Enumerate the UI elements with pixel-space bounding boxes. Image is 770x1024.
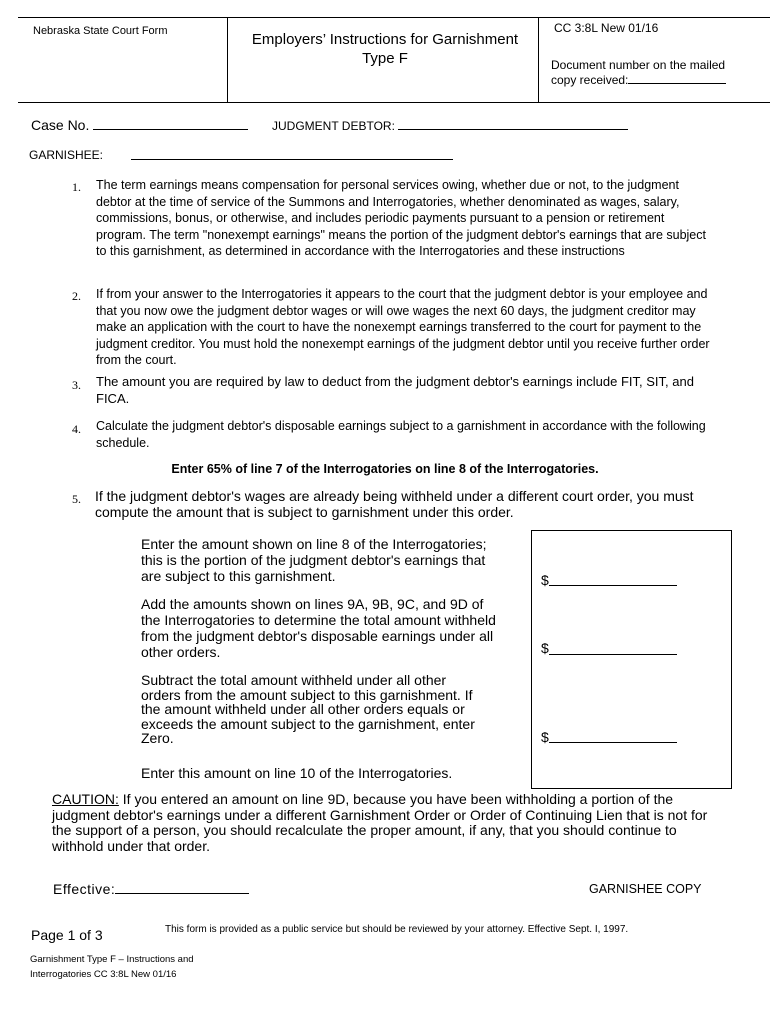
judgment-debtor-field[interactable] [398,129,628,130]
form-code: CC 3:8L New 01/16 [554,21,659,35]
garnishee-field[interactable] [131,159,453,160]
item-1-text: The term earnings means compensation for personal services owing, whether due or not, to the judgment debtor at the time of service of the Summons and Interrogatories, whether denominated as wages, salary, commissions, bonus, or otherwise, and includes periodic payments pursuant to a pension or retirement program. The term "nonexempt earnings" means the portion of the judgment debtor's earnings that are subject to this garnishment, as determined in accordance with the Interrogatories and these instructions [96,178,706,258]
document-number-field[interactable] [628,83,726,84]
page-number: Page 1 of 3 [31,927,103,943]
document-number-label [551,58,726,88]
item-3-number: 3. [72,378,81,392]
garnishee-label: GARNISHEE: [29,148,104,162]
item-5-text: If the judgment debtor's wages are already being withheld under a different court order, you must compute the amount that is subject to garnishment under this order. [95,488,694,520]
enter-65-percent-instruction: Enter 65% of line 7 of the Interrogatories on line 8 of the Interrogatories. [171,462,599,476]
caution-text: If you entered an amount on line 9D, because you have been withholding a portion of the judgment debtor's earnings under a different Garnishment Order or Order of Continuing Lien that is not for the support of a person, you should recalculate the proper amount, if any, that you should continue to withhold under that order. [52,791,708,854]
case-no-row [31,117,248,133]
item-2-text: If from your answer to the Interrogatories it appears to the court that the judgment debtor is your employee and that you now owe the judgment debtor wages or will owe wages the next 60 days, the judgment creditor may make an application with the court to have the nonexempt earnings transferred to the court for payment to the judgment creditor. You must hold the nonexempt earnings of the judgment debtor until you receive further order from the court. [96,287,710,367]
enter-line-10-instruction: Enter this amount on line 10 of the Interrogatories. [141,765,453,781]
effective-date-field[interactable] [115,893,249,894]
effective-label: Effective: [53,881,116,897]
schedule-amount-box [531,530,732,789]
item-3-text: The amount you are required by law to deduct from the judgment debtor's earnings include FIT, SIT, and FICA. [96,374,694,406]
form-title-line1: Employers’ Instructions for Garnishment [251,31,519,48]
schedule-step-3-currency: $ [541,729,549,745]
form-title [230,30,540,68]
document-number-line2: copy received: [551,73,629,87]
item-5-number: 5. [72,492,81,506]
item-4-text: Calculate the judgment debtor's disposable earnings subject to a garnishment in accordance with the following schedule. [96,419,706,450]
footer-line-1: Garnishment Type F – Instructions and [30,954,194,965]
judgment-debtor-label: JUDGMENT DEBTOR: [272,119,395,133]
caution-paragraph [52,792,720,854]
caution-label: CAUTION: [52,791,119,807]
schedule-step-2-text: Add the amounts shown on lines 9A, 9B, 9C, and 9D of the Interrogatories to determine the total amount withheld from the judgment debtor's disposable earnings under all other orders. [141,596,496,660]
schedule-step-1-text: Enter the amount shown on line 8 of the Interrogatories; this is the portion of the judgment debtor's earnings that are subject to this garnishment. [141,536,487,584]
footer-form-reference [30,952,194,982]
schedule-step-2-currency: $ [541,640,549,656]
disclaimer-text: This form is provided as a public service but should be reviewed by your attorney. Effective Sept. I, 1997. [165,924,629,935]
form-title-line2: Type F [362,50,408,67]
item-2-number: 2. [72,289,81,303]
header-divider-left [227,18,228,102]
document-number-line1: Document number on the mailed [551,58,726,72]
case-no-label: Case No. [31,117,90,133]
effective-row [53,881,249,897]
schedule-step-3-text: Subtract the total amount withheld under all other orders from the amount subject to this garnishment. If the amount withheld under all other orders equals or exceeds the amount subject to the garnishment, enter Zero. [141,672,475,746]
schedule-step-3-amount-field[interactable] [549,742,677,743]
schedule-step-1-currency: $ [541,572,549,588]
item-1-number: 1. [72,180,81,194]
item-4-number: 4. [72,422,81,436]
footer-line-2: Interrogatories CC 3:8L New 01/16 [30,969,177,980]
garnishee-copy-label: GARNISHEE COPY [589,882,702,896]
case-no-field[interactable] [93,129,248,130]
court-name: Nebraska State Court Form [33,25,168,37]
judgment-debtor-row [272,119,628,133]
schedule-step-2-amount-field[interactable] [549,654,677,655]
schedule-step-1-amount-field[interactable] [549,585,677,586]
